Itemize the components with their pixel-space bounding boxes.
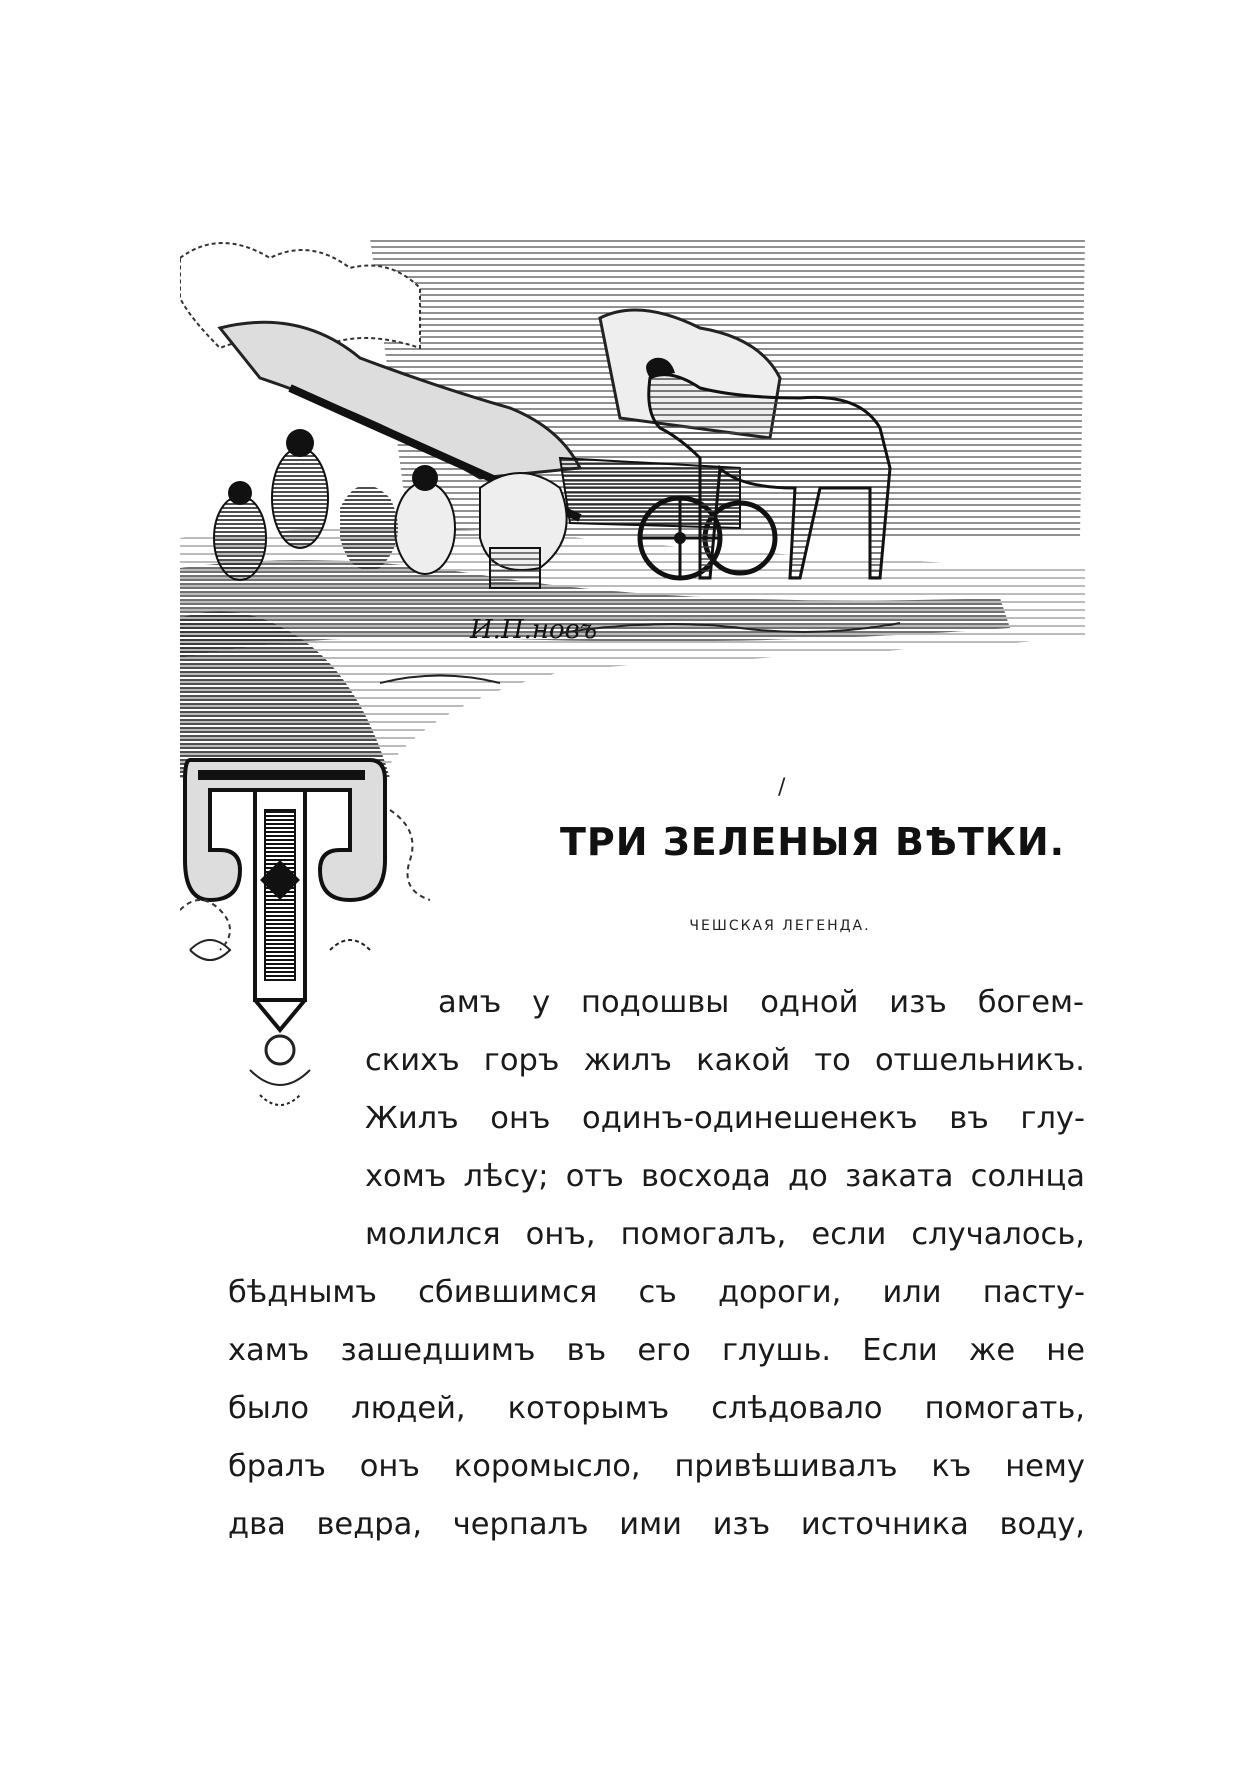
body-line: хамъ зашедшимъ въ его глушь. Если же не <box>228 1333 1085 1368</box>
chapter-title: ТРИ ЗЕЛЕНЫЯ ВѢТКИ. <box>560 820 1066 864</box>
body-line: молился онъ, помогалъ, если случалось, <box>365 1217 1085 1252</box>
body-line: было людей, которымъ слѣдовало помогать, <box>228 1391 1085 1426</box>
body-line: бралъ онъ коромысло, привѣшивалъ къ нему <box>228 1449 1085 1484</box>
body-line: скихъ горъ жилъ какой то отшельникъ. <box>365 1043 1085 1078</box>
engraving-illustration <box>180 238 1085 778</box>
chapter-subtitle: ЧЕШСКАЯ ЛЕГЕНДА. <box>689 918 871 934</box>
body-line: хомъ лѣсу; отъ восхода до заката солнца <box>365 1159 1085 1194</box>
decorative-initial-letter <box>180 750 450 1150</box>
body-line: Жилъ онъ одинъ-одинешенекъ въ глу- <box>365 1101 1085 1136</box>
engraver-signature: И.П.новъ <box>470 615 598 645</box>
stray-mark: / <box>778 775 786 800</box>
body-line: амъ у подошвы одной изъ богем- <box>438 985 1084 1020</box>
body-line: бѣднымъ сбившимся съ дороги, или пасту- <box>228 1275 1085 1310</box>
body-line: два ведра, черпалъ ими изъ источника воду, <box>228 1507 1085 1542</box>
